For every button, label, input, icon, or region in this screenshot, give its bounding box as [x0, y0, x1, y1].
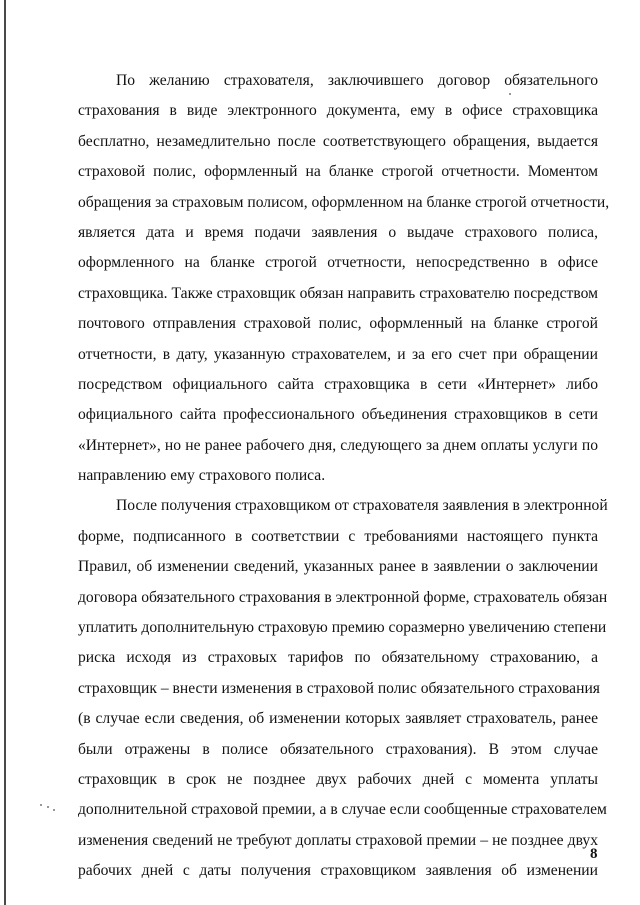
text-line: обращения за страховым полисом, оформленном на бланке строгой отчетности,	[78, 193, 610, 211]
text-line: официального сайта профессионального объединения страховщиков в сети	[78, 406, 598, 424]
text-line: страхования в виде электронного документа, ему в офисе страховщика	[78, 102, 598, 120]
text-line: отчетности, в дату, указанную страхователем, и за его счет при обращении	[78, 345, 598, 363]
text-line: «Интернет», но не ранее рабочего дня, следующего за днем оплаты услуги по	[78, 436, 598, 454]
text-line: посредством официального сайта страховщика в сети «Интернет» либо	[78, 375, 598, 393]
text-line: оформленного на бланке строгой отчетности, непосредственно в офисе	[78, 254, 598, 272]
paragraph-2	[78, 491, 608, 886]
text-line: были отражены в полисе обязательного страхования). В этом случае	[78, 740, 598, 758]
text-line: является дата и время подачи заявления о выдаче страхового полиса,	[78, 223, 598, 241]
text-line: По желанию страхователя, заключившего договор обязательного	[116, 72, 598, 89]
text-line: форме, подписанного в соответствии с требованиями настоящего пункта	[78, 527, 598, 545]
scan-speck	[509, 93, 511, 95]
text-line: (в случае если сведения, об изменении которых заявляет страхователь, ранее	[78, 710, 598, 728]
text-line: договора обязательного страхования в электронной форме, страхователь обязан	[78, 588, 608, 606]
text-line: риска исходя из страховых тарифов по обязательному страхованию, а	[78, 649, 598, 667]
text-line: После получения страховщиком от страхователя заявления в электронной	[116, 497, 608, 515]
text-line: уплатить дополнительную страховую премию соразмерно увеличению степени	[78, 619, 607, 637]
text-line: страховой полис, оформленный на бланке строгой отчетности. Моментом	[78, 163, 598, 181]
text-line: изменения сведений не требуют доплаты страховой премии – не позднее двух	[78, 831, 598, 849]
text-line: бесплатно, незамедлительно после соответствующего обращения, выдается	[78, 132, 598, 150]
text-line: почтового отправления страховой полис, оформленный на бланке строгой	[78, 315, 598, 333]
document-body	[78, 66, 610, 887]
text-line: страховщик в срок не позднее двух рабочих дней с момента уплаты	[78, 770, 598, 788]
scan-speck	[47, 806, 49, 808]
text-line: направлению ему страхового полиса.	[78, 467, 326, 485]
text-line: страховщик – внести изменения в страховой полис обязательного страхования	[78, 679, 600, 697]
text-line: дополнительной страховой премии, а в случае если сообщенные страхователем	[78, 801, 607, 819]
text-line: Правил, об изменении сведений, указанных ранее в заявлении о заключении	[78, 558, 598, 576]
scan-speck	[40, 804, 42, 806]
scan-left-edge	[4, 0, 6, 905]
text-line: рабочих дней с даты получения страховщиком заявления об изменении	[78, 862, 598, 880]
paragraph-1	[78, 66, 610, 491]
text-line: страховщика. Также страховщик обязан направить страхователю посредством	[78, 284, 598, 302]
page-number: 8	[590, 846, 598, 862]
scan-speck	[53, 809, 55, 811]
